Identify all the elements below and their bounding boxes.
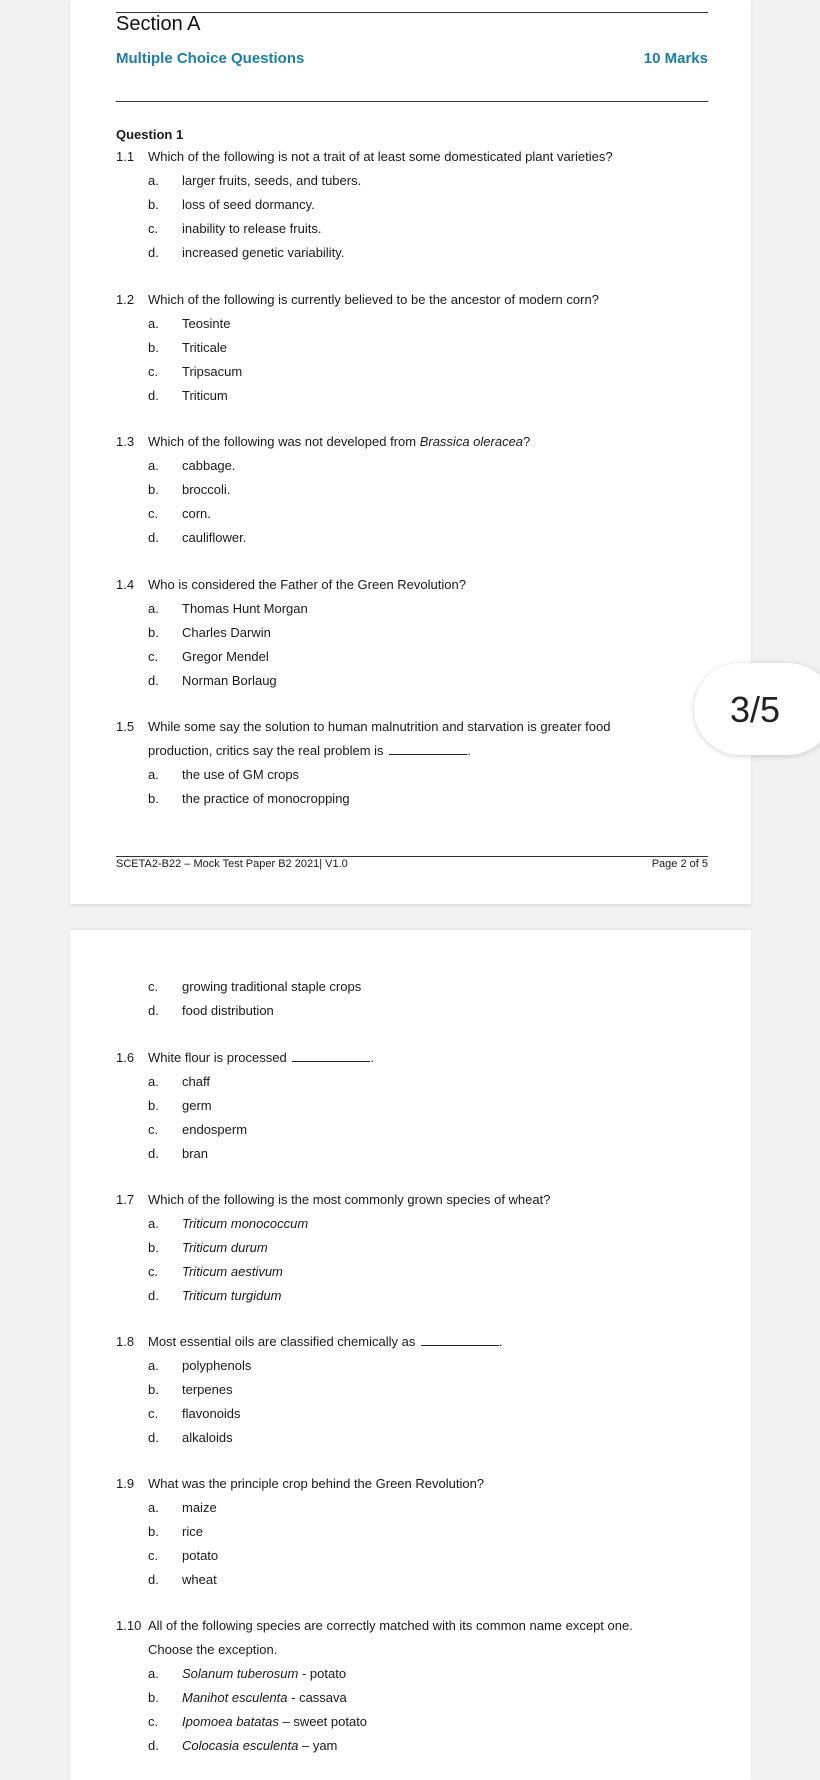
option-letter: d. — [148, 1288, 159, 1303]
question-1-6 — [116, 1046, 716, 1166]
option-letter: a. — [148, 173, 159, 188]
option-letter: b. — [148, 1690, 159, 1705]
answer-blank — [389, 742, 467, 755]
question-heading: Question 1 — [116, 127, 184, 142]
option-letter: a. — [148, 601, 159, 616]
option-text: the use of GM crops — [182, 767, 300, 782]
option-letter: c. — [148, 1548, 159, 1563]
option-letter: b. — [148, 482, 159, 497]
option-d[interactable] — [116, 1734, 716, 1758]
option-text: cauliflower. — [182, 530, 247, 545]
option-c[interactable] — [116, 1260, 716, 1284]
option-letter: b. — [148, 1382, 159, 1397]
option-a[interactable] — [116, 763, 716, 787]
option-text: germ — [182, 1098, 212, 1113]
question-1-5: 1.5 While some say the solution to human malnutrition and starvation is greater food production, critics say the real problem is . a. the use of GM crops b. the practice of monocropping — [116, 715, 716, 811]
option-text: wheat — [182, 1572, 217, 1587]
question-text: Most essential oils are classified chemically as . — [148, 1334, 503, 1349]
question-number: 1.1 — [116, 149, 135, 164]
option-b[interactable] — [116, 1236, 716, 1260]
option-text: alkaloids — [182, 1430, 233, 1445]
question-1-7 — [116, 1188, 716, 1308]
option-text: Triticum aestivum — [182, 1264, 283, 1279]
option-d[interactable] — [116, 241, 716, 265]
question-number: 1.6 — [116, 1050, 135, 1065]
option-d[interactable] — [116, 1568, 716, 1592]
question-1-3 — [116, 430, 716, 550]
option-letter: a. — [148, 767, 159, 782]
species-name: Colocasia esculenta — [182, 1738, 299, 1753]
option-letter: b. — [148, 1098, 159, 1113]
option-text: potato — [182, 1548, 219, 1563]
option-text: rice — [182, 1524, 203, 1539]
option-text: inability to release fruits. — [182, 221, 322, 236]
common-name: – yam — [301, 1738, 338, 1753]
option-letter: c. — [148, 1122, 159, 1137]
common-name: – sweet potato — [282, 1714, 368, 1729]
option-c[interactable] — [116, 975, 716, 999]
question-text: Which of the following is the most commonly grown species of wheat? — [148, 1192, 551, 1207]
question-1-2 — [116, 288, 716, 408]
option-letter: d. — [148, 1430, 159, 1445]
option-c[interactable] — [116, 217, 716, 241]
option-text: Gregor Mendel — [182, 649, 269, 664]
option-letter: d. — [148, 530, 159, 545]
option-letter: d. — [148, 1003, 159, 1018]
footer-rule — [116, 856, 708, 857]
species-name: Solanum tuberosum — [182, 1666, 299, 1681]
option-text: Triticale — [182, 340, 228, 355]
question-number: 1.3 — [116, 434, 135, 449]
option-text: endosperm — [182, 1122, 248, 1137]
option-c[interactable] — [116, 502, 716, 526]
question-1-5-continued — [116, 975, 716, 1023]
page-indicator-badge — [694, 663, 820, 755]
option-d[interactable] — [116, 1284, 716, 1308]
option-d[interactable] — [116, 1142, 716, 1166]
question-number: 1.10 — [116, 1618, 142, 1633]
option-letter: d. — [148, 1572, 159, 1587]
option-text: Triticum monococcum — [182, 1216, 309, 1231]
option-d[interactable] — [116, 999, 716, 1023]
option-letter: a. — [148, 1074, 159, 1089]
option-text: polyphenols — [182, 1358, 252, 1373]
option-letter: c. — [148, 221, 159, 236]
footer-page-number: Page 2 of 5 — [651, 858, 708, 870]
option-letter: c. — [148, 1714, 159, 1729]
option-c[interactable] — [116, 1710, 716, 1734]
option-text: broccoli. — [182, 482, 231, 497]
option-c[interactable] — [116, 1544, 716, 1568]
question-text: All of the following species are correctly matched with its common name except one. — [148, 1618, 633, 1633]
option-d[interactable] — [116, 526, 716, 550]
option-c[interactable] — [116, 360, 716, 384]
option-letter: c. — [148, 979, 159, 994]
option-letter: d. — [148, 1146, 159, 1161]
option-text: maize — [182, 1500, 217, 1515]
question-number: 1.9 — [116, 1476, 135, 1491]
option-a[interactable] — [116, 1662, 716, 1686]
option-b[interactable] — [116, 621, 716, 645]
species-name: Ipomoea batatas — [182, 1714, 279, 1729]
option-letter: b. — [148, 340, 159, 355]
option-text: flavonoids — [182, 1406, 241, 1421]
question-text: While some say the solution to human malnutrition and starvation is greater food — [148, 719, 611, 734]
question-1-10 — [116, 1614, 716, 1758]
option-letter: c. — [148, 364, 159, 379]
option-text: the practice of monocropping — [182, 791, 350, 806]
question-text-continued: production, critics say the real problem is — [148, 743, 384, 758]
question-text: Which of the following is not a trait of at least some domesticated plant varieties? — [148, 149, 613, 164]
option-letter: c. — [148, 649, 159, 664]
document-page-2 — [70, 0, 751, 904]
species-name: Brassica oleracea — [419, 434, 524, 449]
question-text-part: Most essential oils are classified chemically as — [148, 1334, 416, 1349]
document-page-3 — [70, 930, 751, 1780]
option-letter: c. — [148, 1264, 159, 1279]
option-text: Triticum durum — [182, 1240, 268, 1255]
option-letter: d. — [148, 245, 159, 260]
option-a[interactable] — [116, 597, 716, 621]
option-text: Norman Borlaug — [182, 673, 277, 688]
question-text-part: ? — [523, 434, 531, 449]
option-letter: a. — [148, 316, 159, 331]
option-letter: b. — [148, 1240, 159, 1255]
header-rule — [116, 101, 708, 102]
option-letter: a. — [148, 1666, 159, 1681]
option-letter: d. — [148, 673, 159, 688]
section-title: Section A — [116, 13, 201, 35]
question-number: 1.8 — [116, 1334, 135, 1349]
answer-blank — [421, 1333, 499, 1346]
option-c[interactable] — [116, 1118, 716, 1142]
option-c[interactable] — [116, 645, 716, 669]
question-number: 1.2 — [116, 292, 135, 307]
option-text: growing traditional staple crops — [182, 979, 362, 994]
option-letter: d. — [148, 1738, 159, 1753]
option-a[interactable] — [116, 312, 716, 336]
option-letter: c. — [148, 1406, 159, 1421]
common-name: - potato — [301, 1666, 347, 1681]
question-text-part: Which of the following was not developed from — [148, 434, 420, 449]
question-text: Which of the following is currently believed to be the ancestor of modern corn? — [148, 292, 599, 307]
option-text: terpenes — [182, 1382, 233, 1397]
marks-total: 10 Marks — [643, 50, 708, 67]
option-letter: a. — [148, 1216, 159, 1231]
question-number: 1.7 — [116, 1192, 135, 1207]
option-text: Thomas Hunt Morgan — [182, 601, 308, 616]
answer-blank — [292, 1049, 370, 1062]
option-text: larger fruits, seeds, and tubers. — [182, 173, 362, 188]
option-b[interactable] — [116, 193, 716, 217]
option-b[interactable] — [116, 336, 716, 360]
option-letter: a. — [148, 1358, 159, 1373]
common-name: - cassava — [291, 1690, 347, 1705]
option-d[interactable] — [116, 1426, 716, 1450]
option-text: corn. — [182, 506, 211, 521]
question-text-part: White flour is processed — [148, 1050, 287, 1065]
option-d[interactable] — [116, 384, 716, 408]
option-letter: d. — [148, 388, 159, 403]
species-name: Manihot esculenta — [182, 1690, 288, 1705]
question-text: White flour is processed . — [148, 1050, 374, 1065]
option-text: food distribution — [182, 1003, 274, 1018]
question-text-continued: Choose the exception. — [148, 1642, 278, 1657]
option-text: cabbage. — [182, 458, 236, 473]
option-letter: b. — [148, 197, 159, 212]
question-1-4 — [116, 573, 716, 693]
option-text: loss of seed dormancy. — [182, 197, 315, 212]
question-1-8 — [116, 1330, 716, 1450]
option-text: chaff — [182, 1074, 210, 1089]
option-text: bran — [182, 1146, 209, 1161]
option-a[interactable] — [116, 454, 716, 478]
option-b[interactable] — [116, 1686, 716, 1710]
option-letter: b. — [148, 1524, 159, 1539]
option-text: Teosinte — [182, 316, 231, 331]
option-text: Charles Darwin — [182, 625, 271, 640]
top-rule — [116, 12, 708, 13]
option-a[interactable] — [116, 1496, 716, 1520]
option-text: increased genetic variability. — [182, 245, 345, 260]
option-a[interactable] — [116, 1212, 716, 1236]
option-text: Tripsacum — [182, 364, 243, 379]
section-subtitle: Multiple Choice Questions — [116, 50, 305, 67]
question-number: 1.4 — [116, 577, 135, 592]
option-c[interactable] — [116, 1402, 716, 1426]
option-letter: a. — [148, 1500, 159, 1515]
option-a[interactable] — [116, 1070, 716, 1094]
question-text: What was the principle crop behind the Green Revolution? — [148, 1476, 485, 1491]
option-letter: b. — [148, 625, 159, 640]
option-b[interactable] — [116, 478, 716, 502]
option-text: Triticum — [182, 388, 228, 403]
option-text: Triticum turgidum — [182, 1288, 282, 1303]
option-b[interactable] — [116, 787, 716, 811]
question-text — [148, 430, 530, 454]
question-text: Who is considered the Father of the Green Revolution? — [148, 577, 466, 592]
option-a[interactable] — [116, 169, 716, 193]
footer-doc-id: SCETA2-B22 – Mock Test Paper B2 2021| V1.0 — [116, 858, 348, 870]
question-number: 1.5 — [116, 719, 135, 734]
option-b[interactable] — [116, 1520, 716, 1544]
option-letter: c. — [148, 506, 159, 521]
page-indicator-text: 3/5 — [730, 689, 781, 730]
question-1-9 — [116, 1472, 716, 1592]
question-1-1 — [116, 145, 716, 265]
option-b[interactable] — [116, 1378, 716, 1402]
option-b[interactable] — [116, 1094, 716, 1118]
option-letter: a. — [148, 458, 159, 473]
option-letter: b. — [148, 791, 159, 806]
option-a[interactable] — [116, 1354, 716, 1378]
option-d[interactable] — [116, 669, 716, 693]
